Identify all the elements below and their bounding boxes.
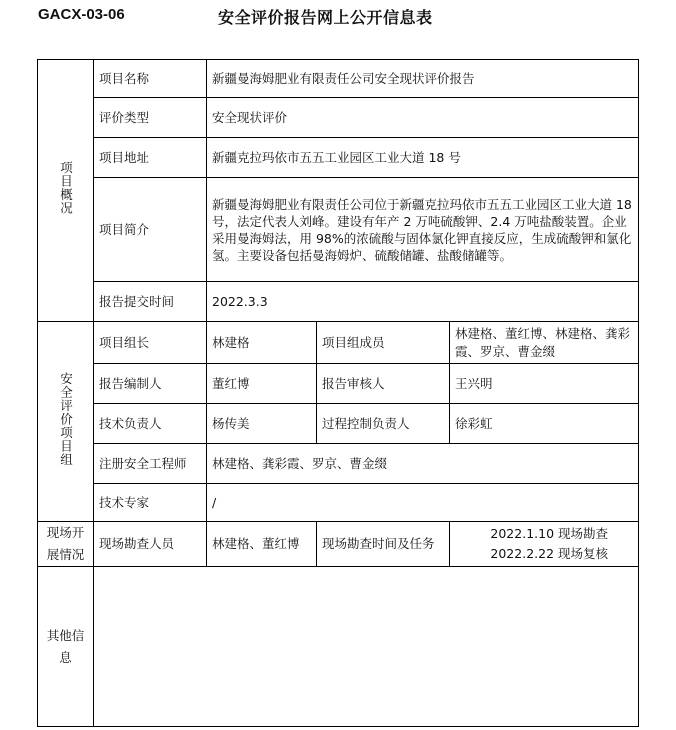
eval-type-value: 安全现状评价 xyxy=(207,98,639,138)
members-label: 项目组成员 xyxy=(317,322,450,364)
process-lead-label: 过程控制负责人 xyxy=(317,404,450,444)
staff-value: 林建格、董红博 xyxy=(207,522,317,567)
team-section-cell xyxy=(38,322,94,522)
expert-value: / xyxy=(207,484,639,522)
project-name-label: 项目名称 xyxy=(94,60,207,98)
overview-section-label: 项目概况 xyxy=(58,161,74,215)
site-section-cell xyxy=(38,522,94,567)
other-section-label: 其他信息 xyxy=(46,627,85,665)
time-task-label: 现场勘查时间及任务 xyxy=(317,522,450,567)
team-section-label: 安全评价项目组 xyxy=(58,371,74,467)
table-row xyxy=(38,404,639,444)
tech-lead-value: 杨传美 xyxy=(207,404,317,444)
engineers-value: 林建格、龚彩霞、罗京、曹金缀 xyxy=(207,444,639,484)
address-value: 新疆克拉玛依市五五工业园区工业大道 18 号 xyxy=(207,138,639,178)
table-row xyxy=(38,322,639,364)
info-table xyxy=(37,59,639,727)
reviewer-value: 王兴明 xyxy=(450,364,639,404)
table-row xyxy=(38,567,639,727)
address-label: 项目地址 xyxy=(94,138,207,178)
site-date-1: 2022.1.10 现场勘查 xyxy=(490,526,608,541)
leader-value: 林建格 xyxy=(207,322,317,364)
submit-time-value: 2022.3.3 xyxy=(207,282,639,322)
table-row xyxy=(38,522,639,567)
project-name-value: 新疆曼海姆肥业有限责任公司安全现状评价报告 xyxy=(207,60,639,98)
site-section-label: 现场开展情况 xyxy=(46,525,85,562)
process-lead-value: 徐彩虹 xyxy=(450,404,639,444)
site-date-2: 2022.2.22 现场复核 xyxy=(490,546,608,561)
members-value: 林建格、董红博、林建格、龚彩霞、罗京、曹金缀 xyxy=(450,322,639,364)
tech-lead-label: 技术负责人 xyxy=(94,404,207,444)
document-title: 安全评价报告网上公开信息表 xyxy=(218,8,433,27)
leader-label: 项目组长 xyxy=(94,322,207,364)
expert-label: 技术专家 xyxy=(94,484,207,522)
overview-section-cell xyxy=(38,60,94,322)
site-dates-cell xyxy=(450,522,639,567)
table-row xyxy=(38,364,639,404)
author-value: 董红博 xyxy=(207,364,317,404)
engineers-label: 注册安全工程师 xyxy=(94,444,207,484)
table-row xyxy=(38,484,639,522)
staff-label: 现场勘查人员 xyxy=(94,522,207,567)
table-row xyxy=(38,98,639,138)
table-row xyxy=(38,60,639,98)
author-label: 报告编制人 xyxy=(94,364,207,404)
reviewer-label: 报告审核人 xyxy=(317,364,450,404)
table-row xyxy=(38,444,639,484)
table-row xyxy=(38,178,639,282)
eval-type-label: 评价类型 xyxy=(94,98,207,138)
table-row xyxy=(38,282,639,322)
intro-label: 项目简介 xyxy=(94,178,207,282)
submit-time-label: 报告提交时间 xyxy=(94,282,207,322)
other-value xyxy=(94,567,639,727)
document-code: GACX-03-06 xyxy=(38,6,125,23)
intro-value: 新疆曼海姆肥业有限责任公司位于新疆克拉玛依市五五工业园区工业大道 18 号，法定代表人刘峰。建设有年产 2 万吨硫酸钾、2.4 万吨盐酸装置。企业采用曼海姆法，用 98%的浓硫酸与固体氯化钾直接反应，生成硫酸钾和氯化氢。主要设备包括曼海姆炉、硫酸储罐、盐酸储罐等。 xyxy=(207,178,639,282)
other-section-cell xyxy=(38,567,94,727)
table-row xyxy=(38,138,639,178)
